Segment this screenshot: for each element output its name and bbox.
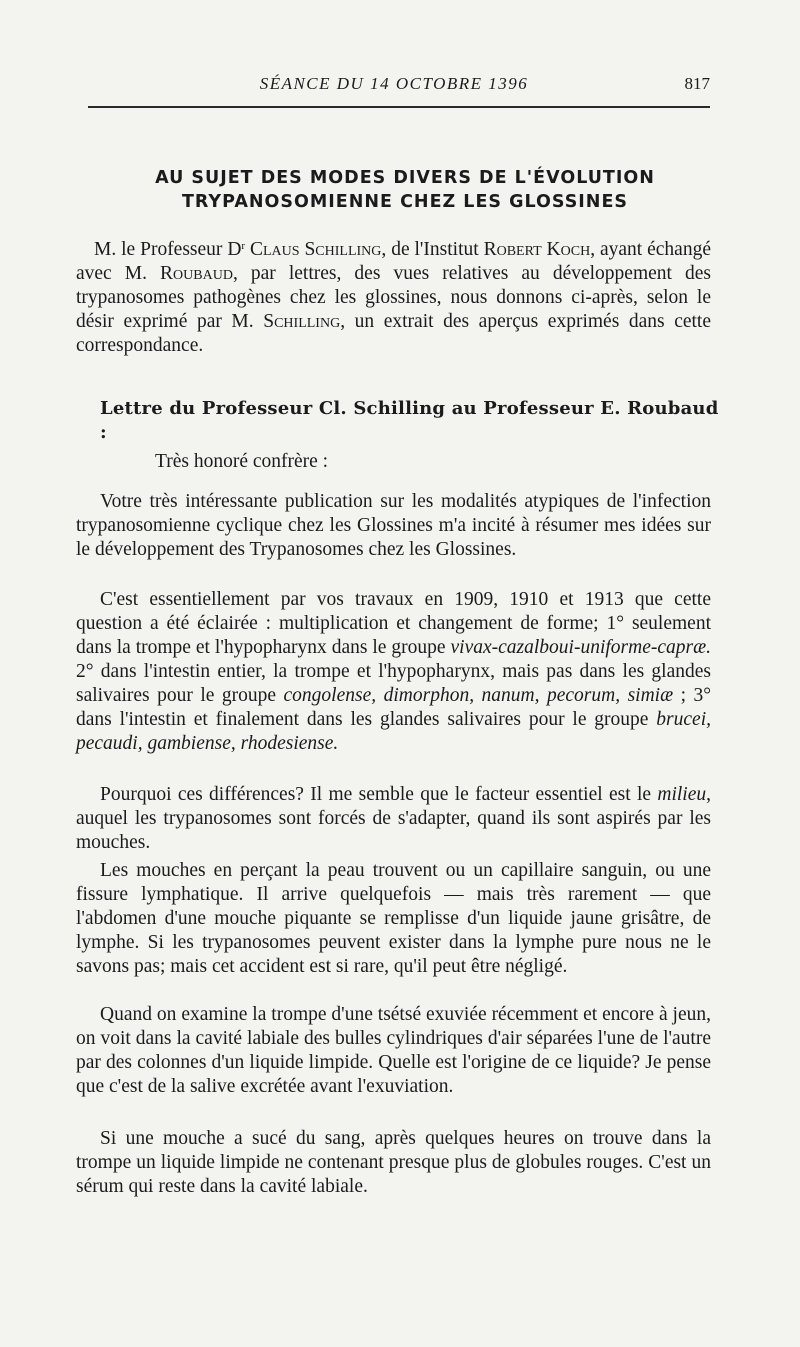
species-group-italic: brucei, pecaudi, gambiense, rhodesiense. [76,709,711,754]
intro-text: , par lettres, des vues relatives au développement des trypanosomes pathogènes chez les glossines, nous donnons ci-après, selon le désir exprimé par M. [76,263,711,332]
paragraph-text: 2° dans l'intestin entier, la trompe et l'hypopharynx, mais pas dans les glandes salivaires pour le groupe [76,661,711,706]
article-title-line-1: AU SUJET DES MODES DIVERS DE L'ÉVOLUTION [155,168,655,188]
article-title-line-2: TRYPANOSOMIENNE CHEZ LES GLOSSINES [181,192,629,212]
body-paragraph-6: Si une mouche a sucé du sang, après quelques heures on trouve dans la trompe un liquide limpide ne contenant presque plus de globules rouges. C'est un sérum qui reste dans la cavité labiale. [76,1128,711,1197]
species-group-italic: congolense, dimorphon, nanum, pecorum, simiæ [283,685,674,706]
header-rule [88,106,710,108]
paragraph-text: , auquel les trypanosomes sont forcés de s'adapter, quand ils sont aspirés par les mouches. [76,784,711,853]
letter-salutation: Très honoré confrère : [155,451,329,472]
intro-text: , ayant échangé avec M. [76,239,711,284]
person-name: Schilling [263,311,341,332]
doctor-superscript: r [241,240,246,252]
article-title [80,166,730,214]
body-paragraph-5: Quand on examine la trompe d'une tsétsé exuviée récemment et encore à jeun, on voit dans la cavité labiale des bulles cylindriques d'air séparées l'une de l'autre par des colonnes d'un liquide limpide. Quelle est l'origine de ce liquide? Je pense que c'est de la salive excrétée avant l'exuviation. [76,1004,711,1097]
body-paragraph-2 [76,588,711,756]
letter-heading: Lettre du Professeur Cl. Schilling au Professeur E. Roubaud : [100,398,719,443]
emphasis-italic: milieu [657,784,707,805]
paragraph-text: ; 3° dans l'intestin et finalement dans les glandes salivaires pour le groupe [76,685,712,730]
species-group-italic: vivax-cazalboui-uniforme-capræ. [450,637,711,658]
body-paragraph-4: Les mouches en perçant la peau trouvent ou un capillaire sanguin, ou une fissure lymphatique. Il arrive quelquefois — mais très rarement — que l'abdomen d'une mouche piquante se remplisse d'un liquide jaune grisâtre, de lymphe. Si les trypanosomes peuvent exister dans la lymphe pure nous ne le savons pas; mais cet accident est si rare, qu'il peut être négligé. [76,860,711,977]
page-number: 817 [684,74,710,93]
person-name: Roubaud [160,263,233,284]
body-paragraph-3 [76,783,711,855]
person-name: Robert Koch [483,239,591,260]
running-title: SÉANCE DU 14 OCTOBRE 1396 [259,74,529,93]
running-header [78,74,710,98]
intro-paragraph [76,238,711,358]
body-paragraph-1: Votre très intéressante publication sur les modalités atypiques de l'infection trypanosomienne cyclique chez les Glossines m'a incité à résumer mes idées sur le développement des Trypanosomes chez les Glossines. [76,491,711,560]
intro-text: , un extrait des aperçus exprimés dans cette correspondance. [76,311,711,356]
paragraph-text: Pourquoi ces différences? Il me semble que le facteur essentiel est le [100,784,658,805]
paragraph-text: C'est essentiellement par vos travaux en 1909, 1910 et 1913 que cette question a été éclairée : multiplication et changement de forme; 1° seulement dans la trompe et l'hypopharynx dans le groupe [76,589,711,658]
person-name: Claus Schilling [249,239,382,260]
intro-text: M. le Professeur D [94,239,242,260]
intro-text: , de l'Institut [381,239,484,260]
